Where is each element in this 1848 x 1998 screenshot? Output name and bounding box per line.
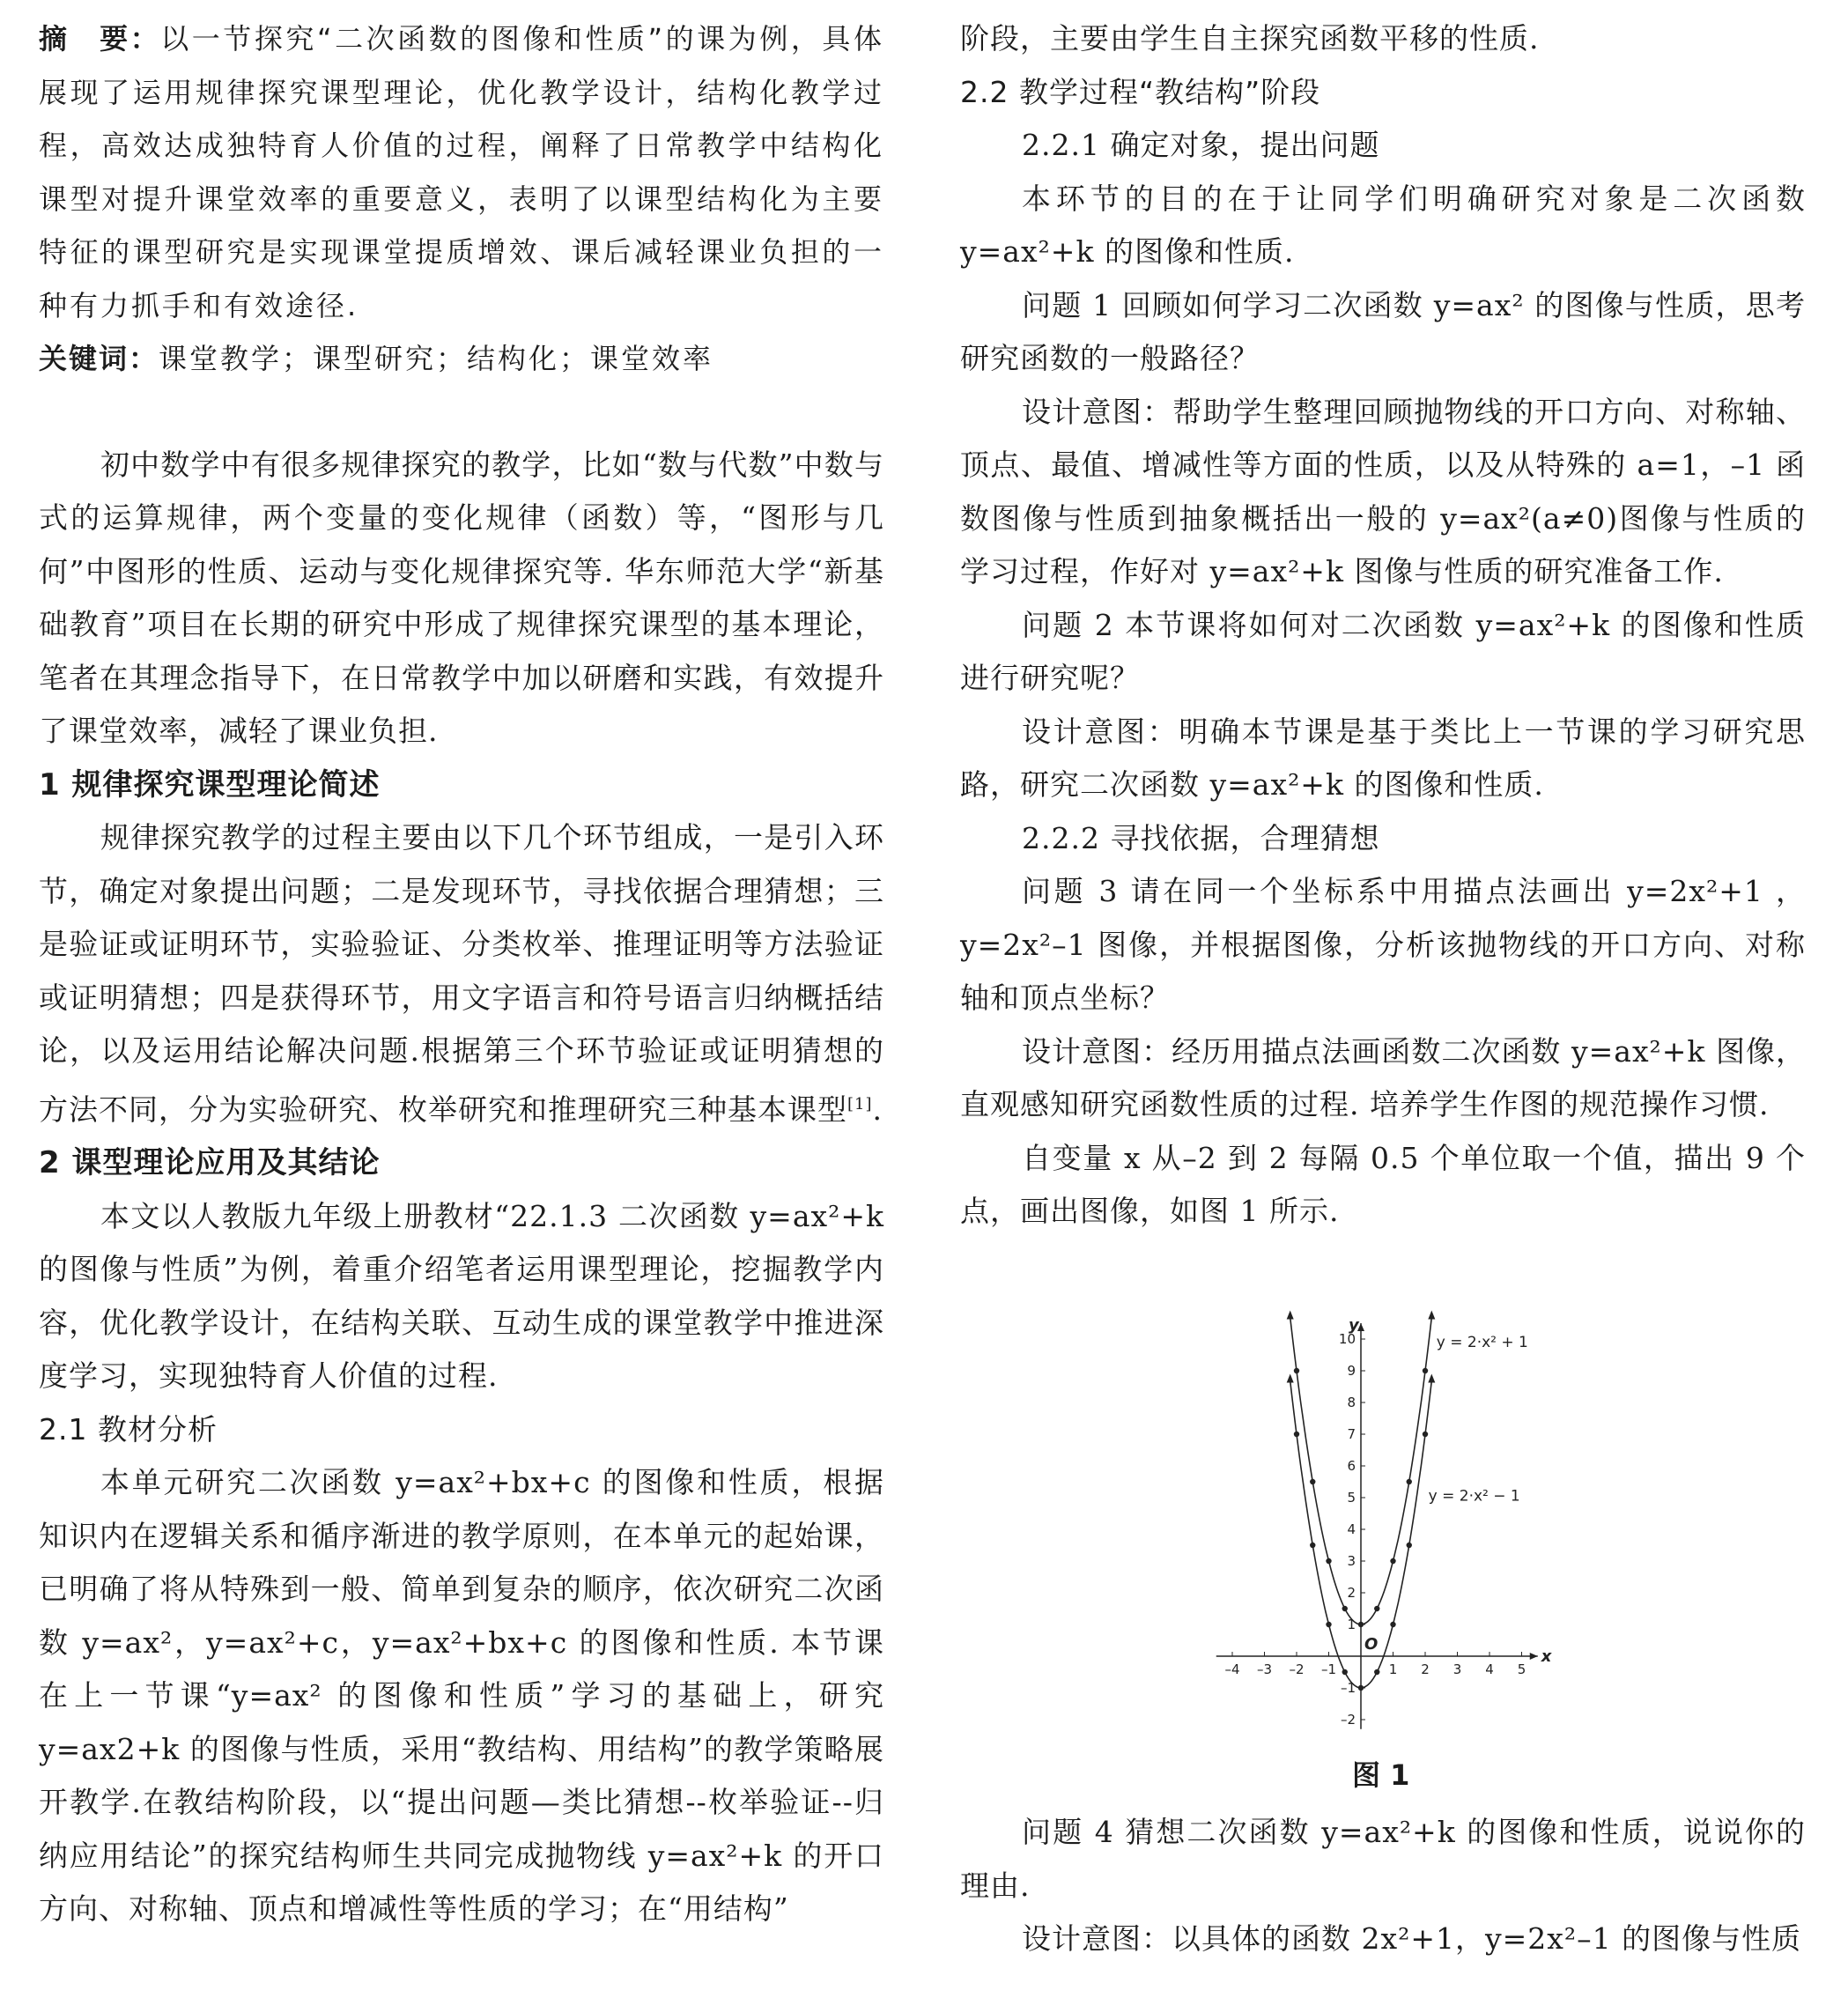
data-point [1294,1368,1299,1373]
x-tick-label: 2 [1421,1661,1430,1677]
y-tick-label: 7 [1347,1426,1356,1442]
y-tick-label: –1 [1340,1680,1356,1696]
keywords-text: 课堂教学；课型研究；结构化；课堂效率 [159,342,714,375]
data-point [1358,1685,1364,1691]
data-point [1407,1543,1412,1548]
data-point [1374,1606,1379,1611]
section-1-text: 规律探究教学的过程主要由以下几个环节组成，一是引入环节，确定对象提出问题；二是发现环节，寻找依据合理猜想；三是验证或证明环节，实验验证、分类枚举、推理证明等方法验证或证明猜想；四是获得环节，用文字语言和符号语言归纳概括结论，以及运用结论解决问题.根据第三个环节验证或证明猜想的方法不同，分为实验研究、枚举研究和推理研究三种基本课型 [39,820,884,1127]
x-axis-arrow [1530,1653,1538,1660]
series-label-2: y = 2·x² − 1 [1428,1487,1520,1506]
y-tick-label: 1 [1347,1617,1356,1632]
abstract-text: 以一节探究“二次函数的图像和性质”的课为例，具体展现了运用规律探究课型理论，优化教学设计，结构化教学过程，高效达成独特育人价值的过程，阐释了日常教学中结构化课型对提升课堂效率的重要意义，表明了以课型结构化为主要特征的课型研究是实现课堂提质增效、课后减轻课业负担的一种有力抓手和有效途径. [39,22,884,322]
y-tick-label: 10 [1338,1331,1356,1347]
x-tick-label: 5 [1517,1661,1526,1677]
series-arrow-right-1 [1428,1311,1435,1320]
design-intent-4: 设计意图：以具体的函数 2x²+1，y=2x²–1 的图像与性质 [1022,1921,1802,1956]
keywords [39,332,884,386]
data-point [1310,1479,1315,1484]
design-intent-3: 设计意图：经历用描点法画函数二次函数 y=ax²+k 图像，直观感知研究函数性质的过程. 培养学生作图的规范操作习惯. [960,1033,1806,1121]
design-intent-1: 设计意图：帮助学生整理回顾抛物线的开口方向、对称轴、顶点、最值、增减性等方面的性质，以及从特殊的 a=1，–1 函数图像与性质到抽象概括出一般的 y=ax²(a≠0)图像与性质的学习过程，作好对 y=ax²+k 图像与性质的研究准备工作. [960,394,1806,588]
data-point [1374,1669,1379,1675]
series-label-1: y = 2·x² + 1 [1436,1334,1528,1351]
question-1: 问题 1 回顾如何学习二次函数 y=ax² 的图像与性质，思考研究函数的一般路径？ [960,287,1806,375]
data-point [1358,1622,1364,1627]
section-1-title: 1 规律探究课型理论简述 [39,766,381,803]
data-point [1390,1622,1395,1627]
section-2-1-title: 2.1 教材分析 [39,1411,218,1447]
origin-label: O [1364,1635,1379,1654]
paragraph-plot-points: 自变量 x 从–2 到 2 每隔 0.5 个单位取一个值，描出 9 个点，画出图像，如图 1 所示. [960,1140,1806,1228]
data-point [1326,1558,1331,1564]
x-tick-label: –1 [1320,1661,1337,1677]
right-column [960,12,1806,1239]
data-point [1342,1669,1348,1675]
question-4: 问题 4 猜想二次函数 y=ax²+k 的图像和性质，说说你的理由. [960,1815,1806,1903]
question-3: 问题 3 请在同一个坐标系中用描点法画出 y=2x²+1 ，y=2x²–1 图像，并根据图像，分析该抛物线的开口方向、对称轴和顶点坐标？ [960,874,1806,1015]
left-column [39,12,884,1936]
x-tick-label: 4 [1485,1661,1494,1677]
series-arrow-left-2 [1287,1374,1294,1383]
y-tick-label: 9 [1347,1363,1356,1379]
section-1-paragraph [39,811,884,1136]
data-point [1342,1606,1348,1611]
series-arrow-left-1 [1287,1311,1294,1320]
continuation-paragraph: 阶段，主要由学生自主探究函数平移的性质. [960,21,1540,56]
data-point [1423,1368,1428,1373]
x-tick-label: –4 [1224,1661,1240,1677]
right-column-bottom [960,1806,1806,1966]
abstract-label: 摘 要： [39,22,161,56]
data-point [1294,1432,1299,1437]
section-2-paragraph: 本文以人教版九年级上册教材“22.1.3 二次函数 y=ax²+k 的图像与性质”为例，着重介绍笔者运用课型理论，挖掘教学内容，优化教学设计，在结构关联、互动生成的课堂教学中推进深度学习，实现独特育人价值的过程. [39,1198,884,1393]
x-tick-label: –2 [1289,1661,1305,1677]
paragraph-object: 本环节的目的在于让同学们明确研究对象是二次函数 y=ax²+k 的图像和性质. [960,181,1806,269]
y-tick-label: 8 [1347,1395,1356,1410]
data-point [1310,1543,1315,1548]
keywords-label: 关键词： [39,342,159,375]
abstract [39,12,884,332]
section-1-end: . [872,1092,883,1127]
data-point [1390,1558,1395,1564]
reference-1[interactable]: [1] [847,1094,873,1114]
figure-1-chart [1198,1291,1568,1753]
y-tick-label: 2 [1347,1585,1356,1601]
question-2: 问题 2 本节课将如何对二次函数 y=ax²+k 的图像和性质进行研究呢？ [960,607,1806,695]
section-2-1-paragraph: 本单元研究二次函数 y=ax²+bx+c 的图像和性质，根据知识内在逻辑关系和循序渐进的教学原则，在本单元的起始课，已明确了将从特殊到一般、简单到复杂的顺序，依次研究二次函数 y=ax²，y=ax²+c，y=ax²+bx+c 的图像和性质. 本节课在上一节课“y=ax² 的图像和性质”学习的基础上，研究 y=ax2+k 的图像与性质，采用“教结构、用结构”的教学策略展开教学.在教结构阶段，以“提出问题—类比猜想--枚举验证--归纳应用结论”的探究结构师生共同完成抛物线 y=ax²+k 的开口方向、对称轴、顶点和增减性等性质的学习；在“用结构” [39,1465,884,1926]
x-tick-label: 1 [1388,1661,1398,1677]
design-intent-2: 设计意图：明确本节课是基于类比上一节课的学习研究思路，研究二次函数 y=ax²+k 的图像和性质. [960,714,1806,802]
section-2-2-1-title: 2.2.1 确定对象，提出问题 [1022,128,1380,162]
section-2-title: 2 课型理论应用及其结论 [39,1145,381,1180]
y-tick-label: 5 [1347,1490,1356,1506]
y-tick-label: –2 [1340,1712,1356,1728]
y-tick-label: 6 [1347,1458,1356,1474]
figure-1-caption: 图 1 [1352,1758,1410,1792]
data-point [1326,1622,1331,1627]
y-axis-label: y [1349,1316,1359,1335]
section-2-2-2-title: 2.2.2 寻找依据，合理猜想 [1022,820,1380,855]
data-point [1407,1479,1412,1484]
x-axis-label: x [1541,1647,1552,1666]
section-2-2-title: 2.2 教学过程“教结构”阶段 [960,74,1321,109]
data-point [1423,1432,1428,1437]
intro-paragraph: 初中数学中有很多规律探究的教学，比如“数与代数”中数与式的运算规律，两个变量的变化规律（函数）等，“图形与几何”中图形的性质、运动与变化规律探究等. 华东师范大学“新基础教育”项目在长期的研究中形成了规律探究课型的基本理论，笔者在其理念指导下，在日常教学中加以研磨和实践，有效提升了课堂效率，减轻了课业负担. [39,447,884,748]
y-tick-label: 3 [1347,1553,1356,1569]
y-tick-label: 4 [1347,1521,1356,1537]
x-tick-label: 3 [1453,1661,1462,1677]
x-tick-label: –3 [1256,1661,1273,1677]
series-arrow-right-2 [1428,1374,1435,1383]
